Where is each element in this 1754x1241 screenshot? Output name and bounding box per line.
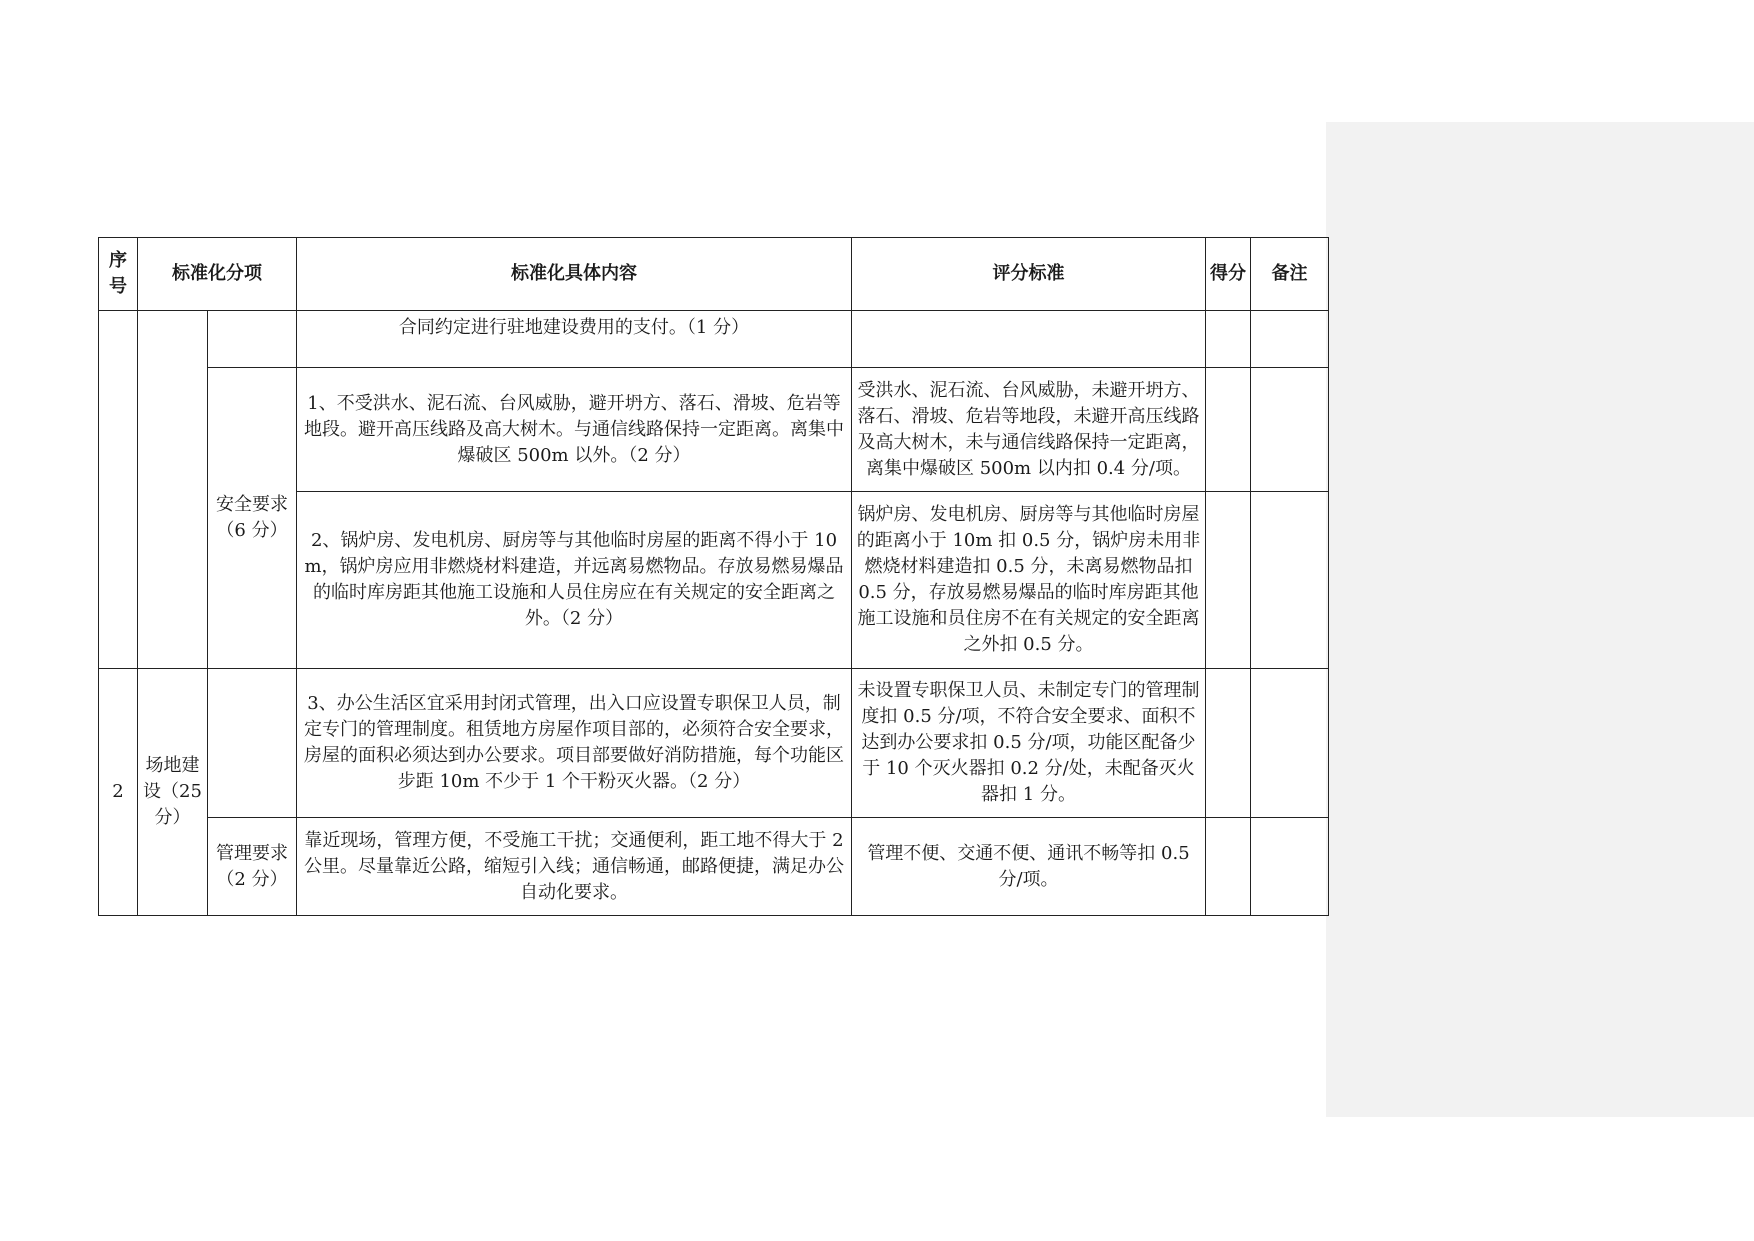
remarks-cell[interactable] xyxy=(1251,818,1329,916)
score-cell[interactable] xyxy=(1206,818,1251,916)
criteria-cell: 锅炉房、发电机房、厨房等与其他临时房屋的距离小于 10m 扣 0.5 分，锅炉房未用非燃烧材料建造扣 0.5 分，未离易燃物品扣 0.5 分，存放易燃易爆品的临时库房距其他施工设施和员住房不在有关规定的安全距离之外扣 0.5 分。 xyxy=(852,492,1206,669)
scoring-table xyxy=(98,237,1329,916)
subcategory-management: 管理要求（2 分） xyxy=(208,818,297,916)
criteria-cell xyxy=(852,311,1206,368)
content-cell: 1、不受洪水、泥石流、台风威胁，避开坍方、落石、滑坡、危岩等地段。避开高压线路及高大树木。与通信线路保持一定距离。离集中爆破区 500m 以外。（2 分） xyxy=(297,368,852,492)
content-cell: 靠近现场，管理方便，不受施工干扰；交通便利，距工地不得大于 2 公里。尽量靠近公路，缩短引入线；通信畅通，邮路便捷，满足办公自动化要求。 xyxy=(297,818,852,916)
table-row xyxy=(99,368,1329,492)
category-site-construction: 场地建设（25 分） xyxy=(138,669,208,916)
table-row xyxy=(99,669,1329,818)
header-seq: 序号 xyxy=(99,238,138,311)
criteria-cell: 受洪水、泥石流、台风威胁，未避开坍方、落石、滑坡、危岩等地段，未避开高压线路及高大树木，未与通信线路保持一定距离，离集中爆破区 500m 以内扣 0.4 分/项。 xyxy=(852,368,1206,492)
criteria-cell: 未设置专职保卫人员、未制定专门的管理制度扣 0.5 分/项，不符合安全要求、面积不达到办公要求扣 0.5 分/项，功能区配备少于 10 个灭火器扣 0.2 分/处，未配备灭火器扣 1 分。 xyxy=(852,669,1206,818)
seq-cell-empty xyxy=(99,311,138,669)
category-cell-empty xyxy=(138,311,208,669)
header-criteria: 评分标准 xyxy=(852,238,1206,311)
content-cell: 2、锅炉房、发电机房、厨房等与其他临时房屋的距离不得小于 10m，锅炉房应用非燃烧材料建造，并远离易燃物品。存放易燃易爆品的临时库房距其他施工设施和人员住房应在有关规定的安全距离之外。（2 分） xyxy=(297,492,852,669)
subcategory-cell-empty xyxy=(208,311,297,368)
table-row xyxy=(99,818,1329,916)
score-cell[interactable] xyxy=(1206,368,1251,492)
content-cell: 3、办公生活区宜采用封闭式管理，出入口应设置专职保卫人员，制定专门的管理制度。租赁地方房屋作项目部的，必须符合安全要求，房屋的面积必须达到办公要求。项目部要做好消防措施，每个功能区步距 10m 不少于 1 个干粉灭火器。（2 分） xyxy=(297,669,852,818)
header-content: 标准化具体内容 xyxy=(297,238,852,311)
remarks-cell[interactable] xyxy=(1251,669,1329,818)
seq-cell: 2 xyxy=(99,669,138,916)
side-panel xyxy=(1326,122,1754,1117)
score-cell[interactable] xyxy=(1206,311,1251,368)
remarks-cell[interactable] xyxy=(1251,492,1329,669)
remarks-cell[interactable] xyxy=(1251,311,1329,368)
header-score: 得分 xyxy=(1206,238,1251,311)
header-remarks: 备注 xyxy=(1251,238,1329,311)
subcategory-cell-empty xyxy=(208,669,297,818)
content-cell: 合同约定进行驻地建设费用的支付。（1 分） xyxy=(297,311,852,368)
table-row xyxy=(99,311,1329,368)
remarks-cell[interactable] xyxy=(1251,368,1329,492)
score-cell[interactable] xyxy=(1206,492,1251,669)
criteria-cell: 管理不便、交通不便、通讯不畅等扣 0.5 分/项。 xyxy=(852,818,1206,916)
header-row xyxy=(99,238,1329,311)
score-cell[interactable] xyxy=(1206,669,1251,818)
header-category: 标准化分项 xyxy=(138,238,297,311)
subcategory-safety: 安全要求（6 分） xyxy=(208,368,297,669)
